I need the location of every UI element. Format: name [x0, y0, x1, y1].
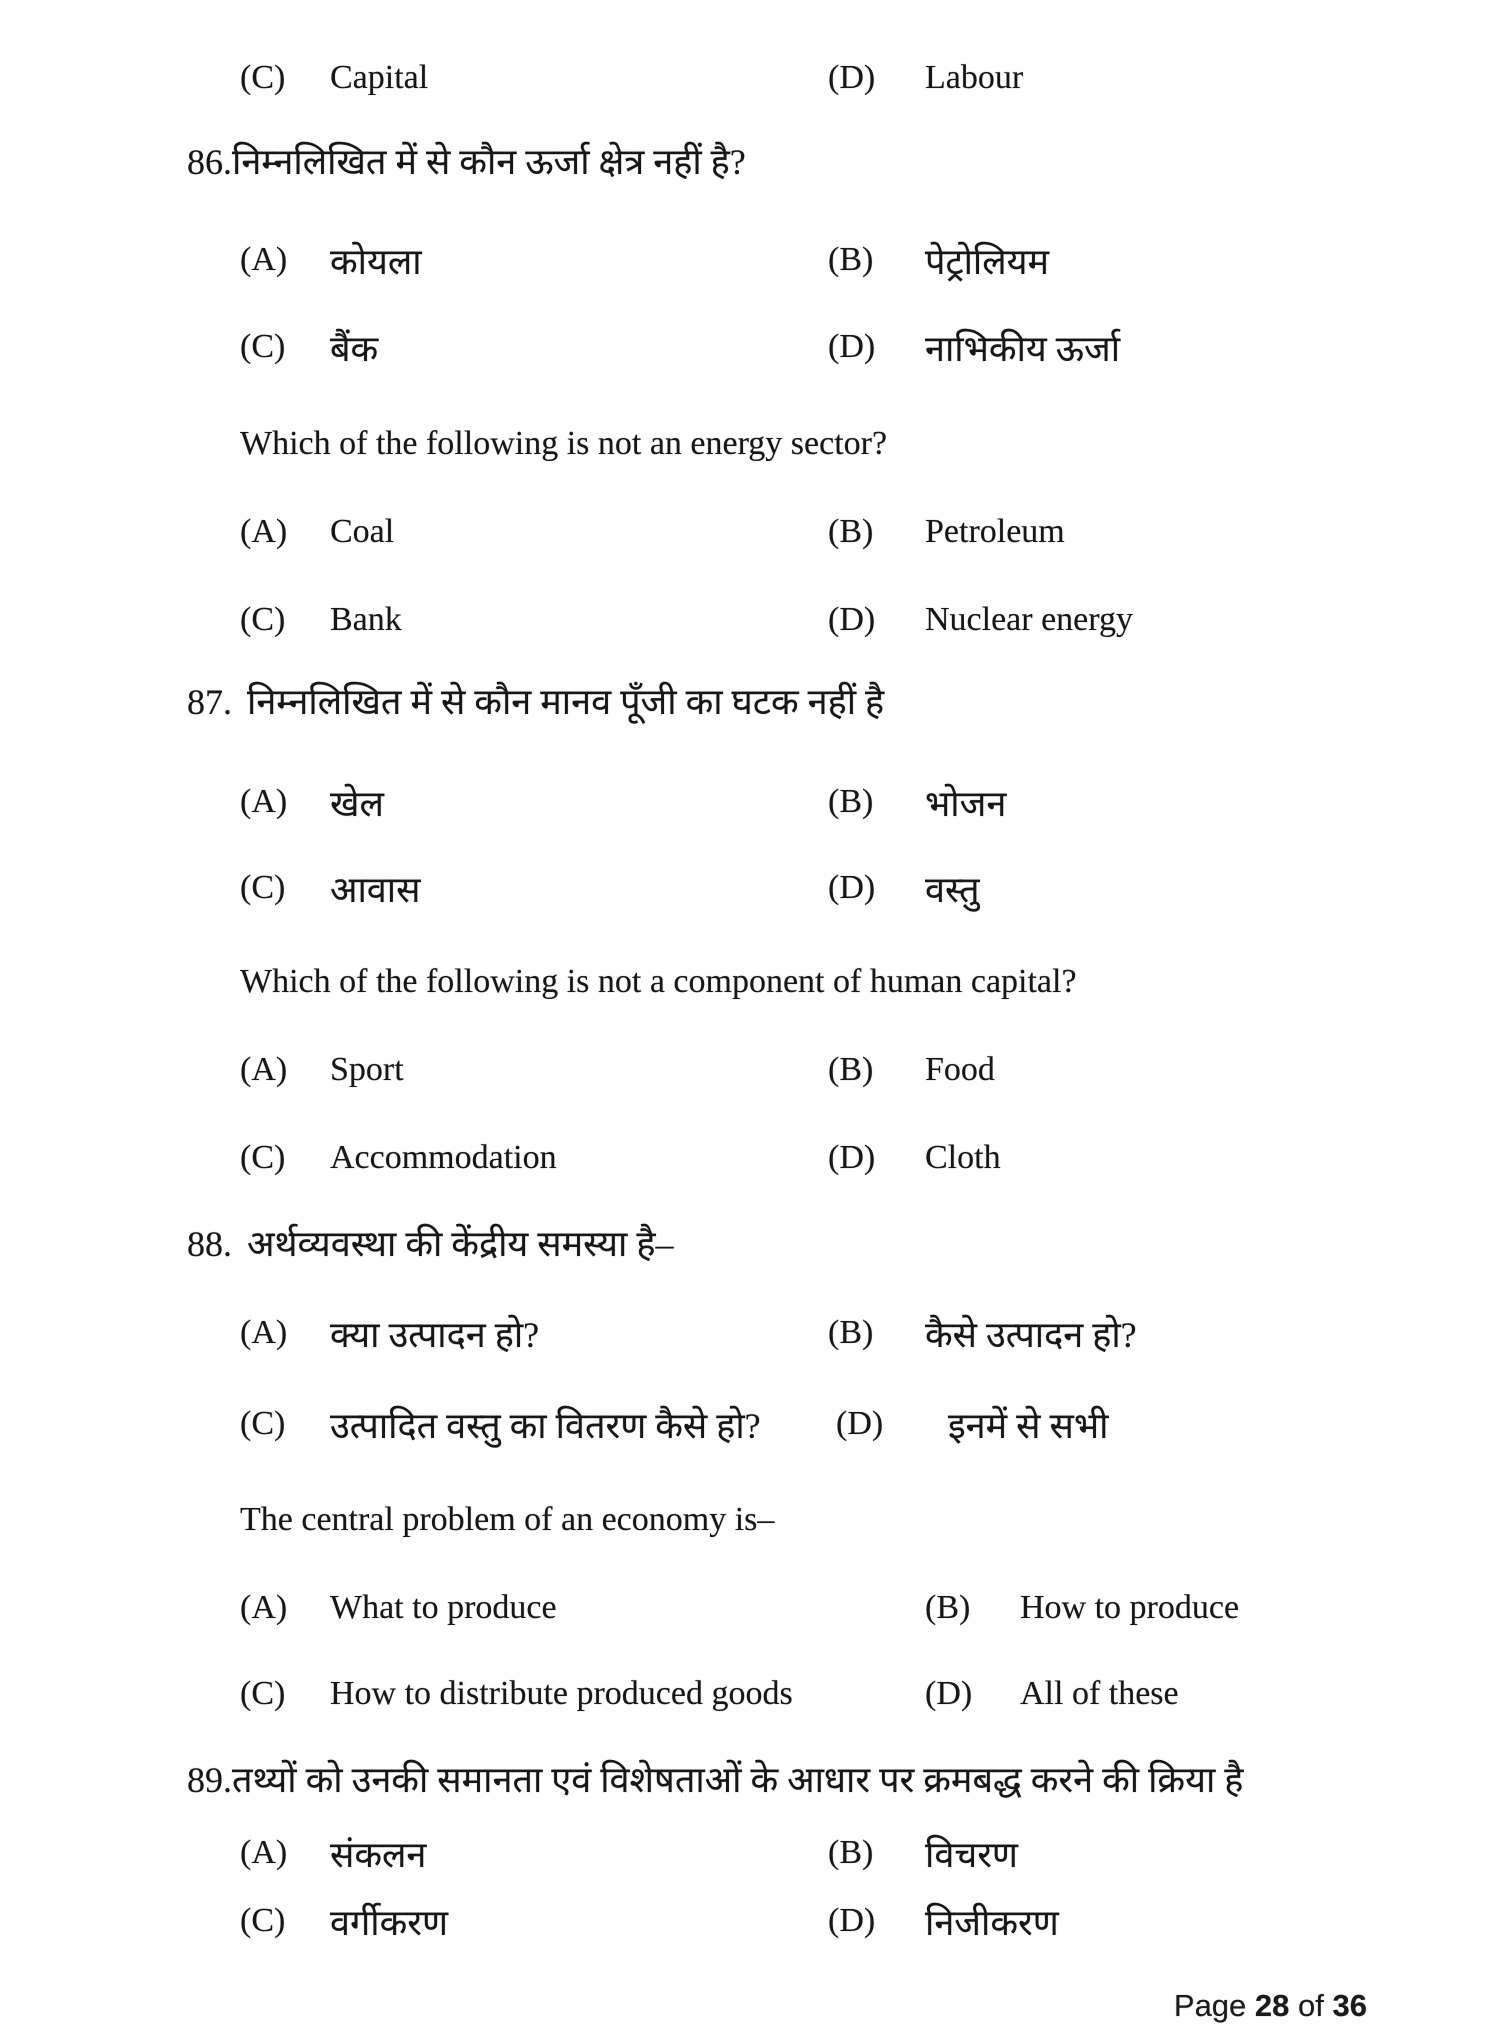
total-pages: 36 — [1332, 1988, 1367, 2023]
question-line-english — [0, 1500, 1505, 1558]
option-label: (A) — [240, 1589, 288, 1626]
page-indicator — [1174, 1988, 1367, 2024]
question-line-english — [0, 962, 1505, 1020]
option-text: संकलन — [330, 1835, 427, 1875]
option-text: All of these — [1020, 1675, 1179, 1712]
options-row — [0, 327, 1505, 385]
option-label: (C) — [240, 1139, 286, 1176]
options-row — [0, 1674, 1505, 1732]
option-label: (B) — [828, 1834, 874, 1871]
option-label: (C) — [240, 869, 286, 906]
option-text: इनमें से सभी — [948, 1406, 1109, 1446]
options-row — [0, 1313, 1505, 1371]
option-text: Petroleum — [925, 513, 1065, 550]
question-text: तथ्यों को उनकी समानता एवं विशेषताओं के आधार पर क्रमबद्ध करने की क्रिया है — [232, 1760, 1244, 1800]
option-label: (C) — [240, 59, 286, 96]
question-number: 89. — [187, 1760, 232, 1800]
option-text: नाभिकीय ऊर्जा — [925, 329, 1121, 369]
options-row — [0, 1404, 1505, 1462]
question-line-hindi — [0, 1758, 1505, 1816]
option-label: (A) — [240, 241, 288, 278]
option-label: (B) — [925, 1589, 971, 1626]
option-text: वर्गीकरण — [330, 1903, 449, 1943]
option-text: विचरण — [925, 1835, 1018, 1875]
option-text: भोजन — [925, 784, 1007, 824]
option-label: (C) — [240, 1675, 286, 1712]
option-label: (D) — [828, 1902, 876, 1939]
option-text: वस्तु — [925, 870, 980, 910]
question-line-hindi — [0, 140, 1505, 198]
options-row — [0, 1588, 1505, 1646]
option-label: (D) — [828, 328, 876, 365]
option-label: (C) — [240, 1902, 286, 1939]
option-text: कोयला — [330, 242, 422, 282]
option-label: (B) — [828, 1051, 874, 1088]
option-text: How to distribute produced goods — [330, 1675, 793, 1712]
option-text: What to produce — [330, 1589, 557, 1626]
option-label: (B) — [828, 1314, 874, 1351]
question-line-hindi — [0, 680, 1505, 738]
question-text: Which of the following is not a component of human capital? — [240, 963, 1077, 1000]
options-row — [0, 240, 1505, 298]
option-text: Accommodation — [330, 1139, 557, 1176]
option-label: (A) — [240, 1051, 288, 1088]
question-number: 88. — [187, 1224, 232, 1264]
option-text: क्या उत्पादन हो? — [330, 1315, 540, 1355]
question-line-hindi — [0, 1222, 1505, 1280]
options-row — [0, 868, 1505, 926]
options-row — [0, 58, 1505, 116]
option-text: Food — [925, 1051, 995, 1088]
question-number: 86. — [187, 142, 232, 182]
option-text: Sport — [330, 1051, 404, 1088]
option-label: (A) — [240, 1314, 288, 1351]
option-label: (D) — [828, 59, 876, 96]
option-label: (A) — [240, 1834, 288, 1871]
of-label: of — [1298, 1988, 1324, 2023]
option-text: कैसे उत्पादन हो? — [925, 1315, 1137, 1355]
option-text: Capital — [330, 59, 429, 96]
option-label: (A) — [240, 783, 288, 820]
options-row — [0, 600, 1505, 658]
option-text: पेट्रोलियम — [925, 242, 1050, 282]
options-row — [0, 1833, 1505, 1891]
option-label: (B) — [828, 783, 874, 820]
option-text: निजीकरण — [925, 1903, 1059, 1943]
option-label: (B) — [828, 513, 874, 550]
option-label: (C) — [240, 1405, 286, 1442]
option-text: Cloth — [925, 1139, 1001, 1176]
option-text: Bank — [330, 601, 402, 638]
option-text: Labour — [925, 59, 1024, 96]
question-text: निम्नलिखित में से कौन मानव पूँजी का घटक नहीं है — [247, 682, 885, 722]
option-text: आवास — [330, 870, 421, 910]
question-number: 87. — [187, 682, 232, 722]
option-text: बैंक — [330, 329, 379, 369]
question-text: Which of the following is not an energy sector? — [240, 425, 888, 462]
option-text: खेल — [330, 784, 384, 824]
options-row — [0, 782, 1505, 840]
page-number: 28 — [1254, 1988, 1290, 2023]
options-row — [0, 1138, 1505, 1196]
options-row — [0, 512, 1505, 570]
option-label: (B) — [828, 241, 874, 278]
question-text: The central problem of an economy is– — [240, 1501, 775, 1538]
option-text: How to produce — [1020, 1589, 1240, 1626]
option-label: (C) — [240, 601, 286, 638]
option-label: (D) — [836, 1405, 884, 1442]
options-row — [0, 1050, 1505, 1108]
option-text: Nuclear energy — [925, 601, 1133, 638]
options-row — [0, 1901, 1505, 1959]
question-text: निम्नलिखित में से कौन ऊर्जा क्षेत्र नहीं है? — [232, 142, 746, 182]
option-label: (C) — [240, 328, 286, 365]
option-text: उत्पादित वस्तु का वितरण कैसे हो? — [330, 1406, 761, 1446]
option-label: (D) — [828, 601, 876, 638]
option-text: Coal — [330, 513, 395, 550]
page-label: Page — [1173, 1988, 1247, 2023]
question-line-english — [0, 424, 1505, 482]
question-text: अर्थव्यवस्था की केंद्रीय समस्या है– — [247, 1224, 674, 1264]
option-label: (A) — [240, 513, 288, 550]
option-label: (D) — [828, 869, 876, 906]
option-label: (D) — [925, 1675, 973, 1712]
option-label: (D) — [828, 1139, 876, 1176]
